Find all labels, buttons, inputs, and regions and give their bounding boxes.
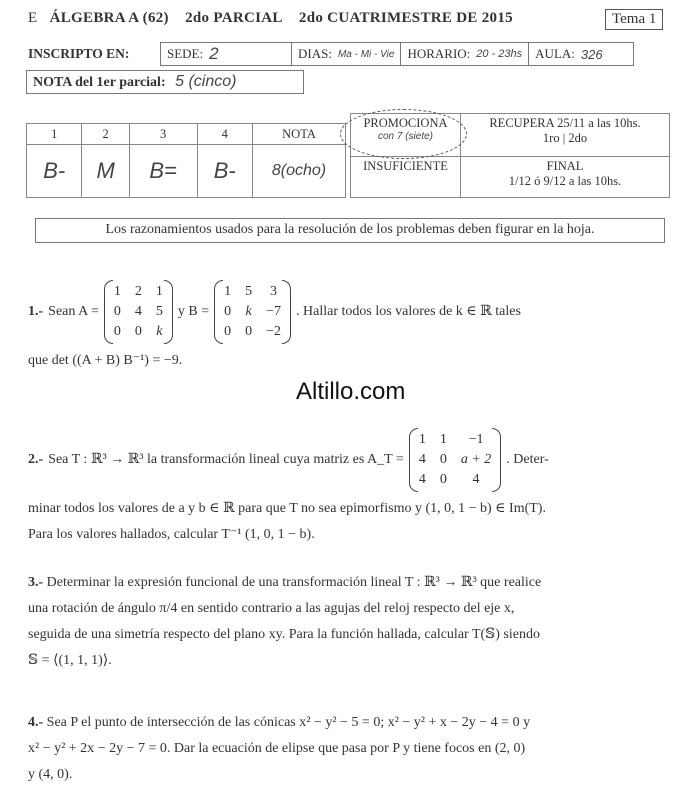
problem-3-line: una rotación de ángulo π/4 en sentido contrario a las agujas del reloj respecto del eje x, [28,601,515,616]
matrix-entry: −1 [468,432,484,447]
problem-4 [28,712,530,734]
matrix-entry: 1 [113,284,121,299]
problem-text: y B = [177,304,210,319]
matrix-entry: 1 [418,432,426,447]
problem-3-line: 𝕊 = ⟨(1, 1, 1)⟩. [28,653,112,668]
grade-mark: M [82,145,129,198]
horario-value: 20 - 23hs [476,48,523,60]
tema-badge: Tema 1 [605,9,663,30]
recupera-cell [461,114,670,157]
matrix-entry: 0 [224,324,232,339]
exam-letter: E [28,10,38,26]
sede-cell [161,43,292,65]
aula-cell [529,43,633,65]
matrix-at [409,428,501,492]
problem-text: Sean A = [48,304,99,319]
problem-1-line: que det ((A + B) B⁻¹) = −9. [28,353,183,368]
sede-value: 2 [209,44,219,63]
recupera-label: RECUPERA 25/11 a las 10hs. [489,116,641,130]
enrollment-row [160,42,634,66]
grade-header: 3 [129,124,197,145]
matrix-entry: 3 [270,284,278,299]
grade-header: 4 [197,124,253,145]
matrix-entry: k [156,324,163,339]
matrix-entry: 0 [134,324,142,339]
watermark: Altillo.com [296,378,406,405]
final-cell [461,157,670,198]
problem-text: . Deter- [506,452,549,467]
course-name: ÁLGEBRA A (62) [49,10,169,26]
aula-value: 326 [580,46,603,62]
exam-title [28,10,513,27]
problem-3-line: seguida de una simetría respecto del plano xy. Para la función hallada, calcular T(𝕊) siendo [28,627,540,642]
problem-4-line: x² − y² + 2x − 2y − 7 = 0. Dar la ecuación de elipse que pasa por P y tiene focos en (2, 0) [28,741,526,756]
horario-cell [401,43,529,65]
first-grade-value: 5 (cinco) [175,73,237,90]
matrix-entry: 0 [113,304,121,319]
grade-header: 1 [27,124,82,145]
matrix-a [104,280,173,344]
problem-text: Sea P el punto de intersección de las cónicas x² − y² − 5 = 0; x² − y² + x − 2y − 4 = 0 y [46,715,531,730]
matrix-entry: 1 [155,284,163,299]
matrix-entry: −7 [266,304,281,319]
problem-text: . Hallar todos los valores de k ∈ ℝ tales [296,304,521,319]
problem-2 [28,428,549,492]
grade-header: 2 [82,124,129,145]
problem-3 [28,572,541,594]
grade-mark: B= [129,145,197,198]
sede-label: SEDE: [167,46,204,61]
grades-table [26,123,346,198]
problem-number: 2.- [28,452,44,467]
exam-name: 2do PARCIAL [185,10,283,26]
problem-text: Sea T : ℝ³ → ℝ³ la transformación lineal cuya matriz es A_T = [48,452,404,467]
matrix-entry: k [245,304,252,319]
aula-label: AULA: [535,46,575,61]
matrix-entry: 4 [134,304,142,319]
problem-number: 4.- [28,715,44,730]
problem-4-line: y (4, 0). [28,767,73,782]
matrix-entry: 0 [224,304,232,319]
problem-2-line: minar todos los valores de a y b ∈ ℝ para que T no sea epimorfismo y (1, 0, 1 − b) ∈ Im(T). [28,501,546,516]
final-grade-mark: 8(ocho) [253,145,346,198]
matrix-entry: 0 [439,472,447,487]
exam-term: 2do CUATRIMESTRE DE 2015 [298,10,513,26]
grade-mark: B- [197,145,253,198]
enrollment-label: INSCRIPTO EN: [28,46,130,61]
problem-number: 3.- [28,575,44,590]
dias-value: Ma - Mi - Vie [337,48,395,60]
problem-number: 1.- [28,304,44,319]
matrix-entry: 5 [245,284,253,299]
first-grade-label: NOTA del 1er parcial: [33,75,166,90]
promociona-label: PROMOCIONA [363,116,448,130]
final-label: FINAL [546,159,584,173]
problem-1 [28,280,521,344]
grade-mark: B- [27,145,82,198]
matrix-b [214,280,291,344]
recupera-options: 1ro | 2do [542,131,588,145]
dias-label: DIAS: [298,46,332,61]
promociona-circle [340,109,467,159]
problem-text: Determinar la expresión funcional de una transformación lineal T : ℝ³ → ℝ³ que realice [46,575,542,590]
promociona-note: con 7 (siete) [377,131,434,142]
matrix-entry: 0 [113,324,121,339]
matrix-entry: 4 [418,452,426,467]
matrix-entry: 4 [472,472,480,487]
matrix-entry: a + 2 [460,452,492,467]
horario-label: HORARIO: [407,46,471,61]
grade-header: NOTA [253,124,346,145]
matrix-entry: 1 [224,284,232,299]
matrix-entry: 4 [418,472,426,487]
notice-box: Los razonamientos usados para la resolución de los problemas deben figurar en la hoja. [35,218,665,243]
problem-2-line: Para los valores hallados, calcular T⁻¹ (1, 0, 1 − b). [28,527,315,542]
matrix-entry: 5 [155,304,163,319]
dias-cell [292,43,401,65]
matrix-entry: 2 [134,284,142,299]
first-grade-box [26,70,304,94]
insuficiente-label: INSUFICIENTE [351,157,461,198]
matrix-entry: −2 [266,324,281,339]
matrix-entry: 0 [439,452,447,467]
matrix-entry: 0 [245,324,253,339]
matrix-entry: 1 [439,432,447,447]
final-dates: 1/12 ó 9/12 a las 10hs. [508,174,622,188]
